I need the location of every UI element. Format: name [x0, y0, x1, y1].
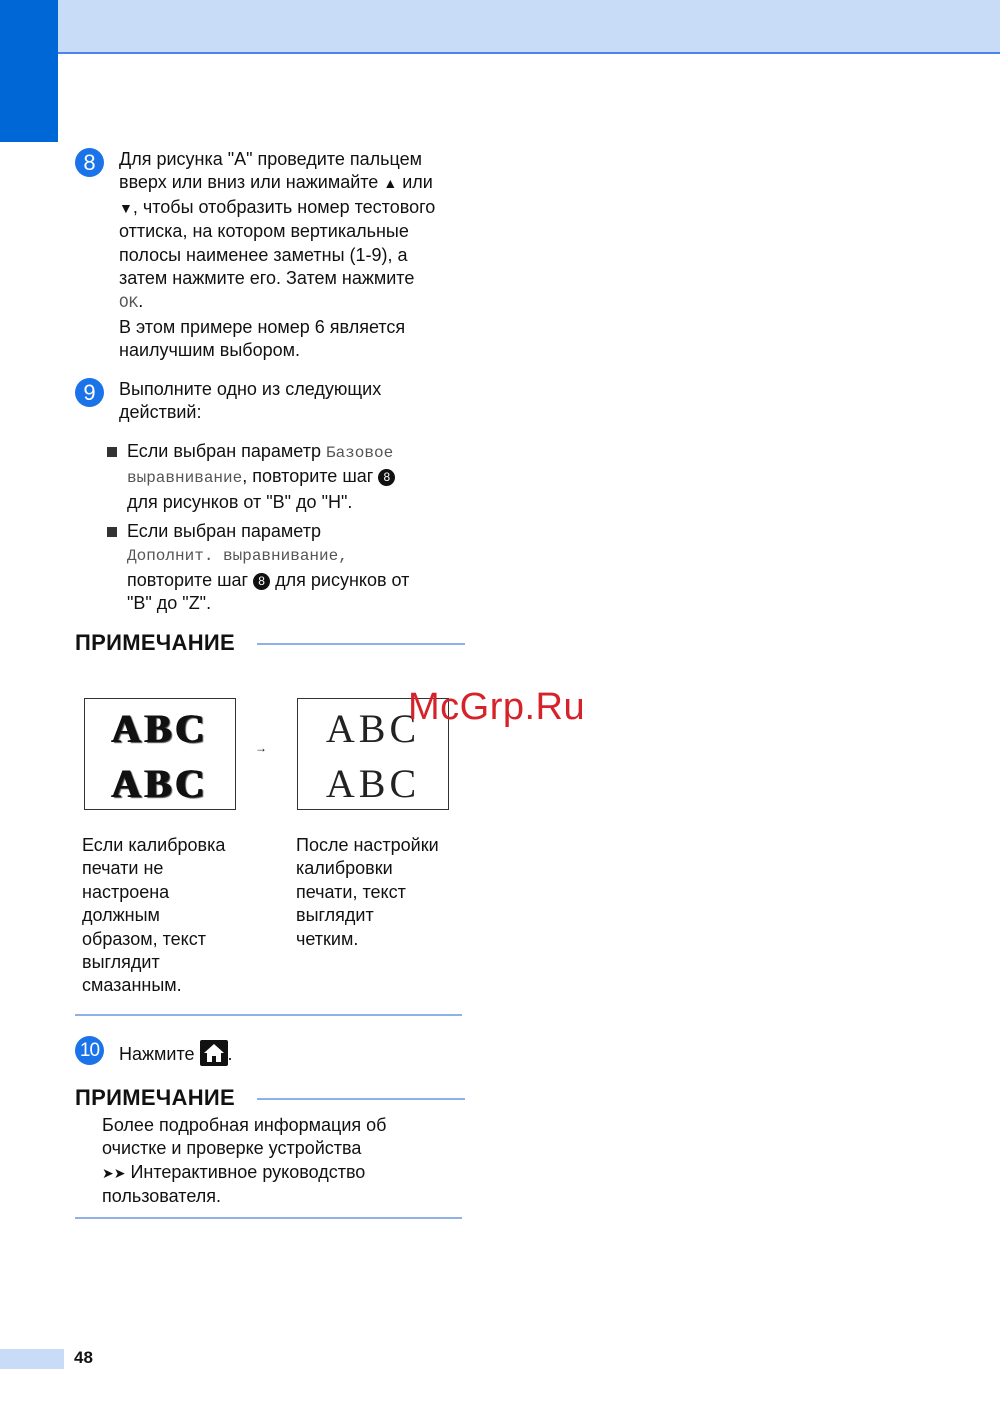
caption-before: [82, 834, 252, 998]
caption-line: четким.: [296, 928, 359, 949]
sample-text-row: ABC: [325, 761, 421, 806]
bullet-item: [127, 520, 467, 616]
note-divider: [257, 1098, 465, 1100]
note-2-body: [102, 1114, 462, 1209]
step-8-line: полосы наименее заметны (1-9), а: [119, 244, 408, 265]
bullet-line: [127, 440, 467, 465]
up-arrow-icon: ▲: [383, 175, 398, 192]
bullet-line: [127, 569, 467, 592]
step-number-badge: 8: [75, 148, 104, 177]
step-10: [75, 1036, 475, 1068]
setting-name: выравнивание: [127, 469, 243, 488]
caption-line: печати, текст: [296, 881, 406, 902]
text-span: .: [138, 291, 144, 312]
note-line: очистке и проверке устройства: [102, 1138, 362, 1159]
caption-line: После настройки: [296, 835, 439, 855]
step-number-badge: 9: [75, 378, 104, 407]
step-8-line: затем нажмите его. Затем нажмите: [119, 268, 415, 289]
caption-line: печати не: [82, 858, 164, 879]
home-icon: [200, 1040, 228, 1066]
bullet-line: Если выбран параметр: [127, 521, 321, 541]
arrow-right-icon: →: [255, 741, 267, 755]
step-9: [75, 378, 475, 618]
bullet-square-icon: [107, 447, 117, 457]
text-span: ,: [338, 547, 348, 566]
step-9-line: действий:: [119, 402, 202, 423]
caption-line: выглядит: [82, 952, 160, 973]
text-span: , чтобы отобразить номер тестового: [132, 196, 436, 217]
manual-link-text: Интерактивное руководство: [125, 1161, 366, 1182]
caption-line: настроена: [82, 881, 170, 902]
step-number-badge: 10: [75, 1036, 104, 1065]
text-span: Нажмите: [119, 1044, 200, 1064]
caption-line: смазанным.: [82, 975, 182, 996]
note-end-divider: [75, 1014, 462, 1016]
step-8-line: [119, 171, 469, 195]
step-8-text: [119, 148, 469, 363]
note-header: [75, 630, 465, 660]
text-span: .: [227, 1044, 233, 1064]
text-span: или: [397, 172, 433, 193]
caption-line: должным: [82, 905, 160, 926]
bullet-line: [127, 543, 467, 568]
caption-line: образом, текст: [82, 928, 206, 949]
step-9-text: [119, 378, 469, 425]
setting-name: Дополнит. выравнивание: [127, 547, 339, 566]
note-end-divider: [75, 1217, 462, 1219]
step-8-line: оттиска, на котором вертикальные: [119, 221, 409, 242]
caption-line: выглядит: [296, 905, 374, 926]
step-8-line: В этом примере номер 6 является: [119, 316, 406, 337]
bullet-item: [127, 440, 467, 514]
text-span: для рисунков от: [270, 569, 410, 590]
note-line: [102, 1161, 462, 1185]
text-span: , повторите шаг: [242, 466, 379, 487]
step-8: [75, 148, 475, 368]
text-span: Если выбран параметр: [127, 441, 326, 461]
note-title: ПРИМЕЧАНИЕ: [75, 630, 236, 655]
sample-text-row: ABC: [325, 706, 421, 751]
double-arrow-icon: ➤➤: [102, 1164, 126, 1181]
step-8-line: [119, 290, 469, 315]
ok-key-label: OK: [119, 294, 139, 313]
note-header: [75, 1085, 465, 1115]
chapter-tab: [0, 0, 58, 142]
caption-line: Если калибровка: [82, 835, 226, 855]
watermark: McGrp.Ru: [408, 686, 586, 728]
text-span: повторите шаг: [127, 569, 254, 590]
page-number: 48: [74, 1348, 93, 1367]
caption-line: калибровки: [296, 858, 393, 879]
step-ref-icon: 8: [378, 469, 395, 486]
note-line: пользователя.: [102, 1186, 221, 1207]
bullet-square-icon: [107, 527, 117, 537]
step-ref-icon: 8: [253, 573, 270, 590]
bullet-line: для рисунков от "B" до "H".: [127, 491, 353, 512]
step-9-line: Выполните одно из следующих: [119, 379, 382, 399]
caption-after: [296, 834, 466, 951]
note-title: ПРИМЕЧАНИЕ: [75, 1085, 236, 1110]
sample-text-row: ABC: [111, 761, 209, 806]
text-span: вверх или вниз или нажимайте: [119, 172, 384, 193]
bullet-line: [127, 465, 467, 490]
page-number-bar: [0, 1349, 64, 1369]
blurry-sample-box: [84, 698, 236, 810]
step-8-line: [119, 196, 469, 220]
down-arrow-icon: ▼: [119, 199, 133, 216]
step-10-text: [119, 1040, 469, 1066]
setting-name: Базовое: [325, 444, 394, 462]
note-line: Более подробная информация об: [102, 1115, 387, 1135]
sample-text-row: ABC: [111, 706, 209, 751]
header-band: [0, 0, 1000, 54]
step-8-line: Для рисунка "A" проведите пальцем: [119, 149, 423, 169]
step-8-line: наилучшим выбором.: [119, 340, 300, 361]
note-divider: [257, 643, 465, 645]
bullet-line: "B" до "Z".: [127, 593, 212, 614]
